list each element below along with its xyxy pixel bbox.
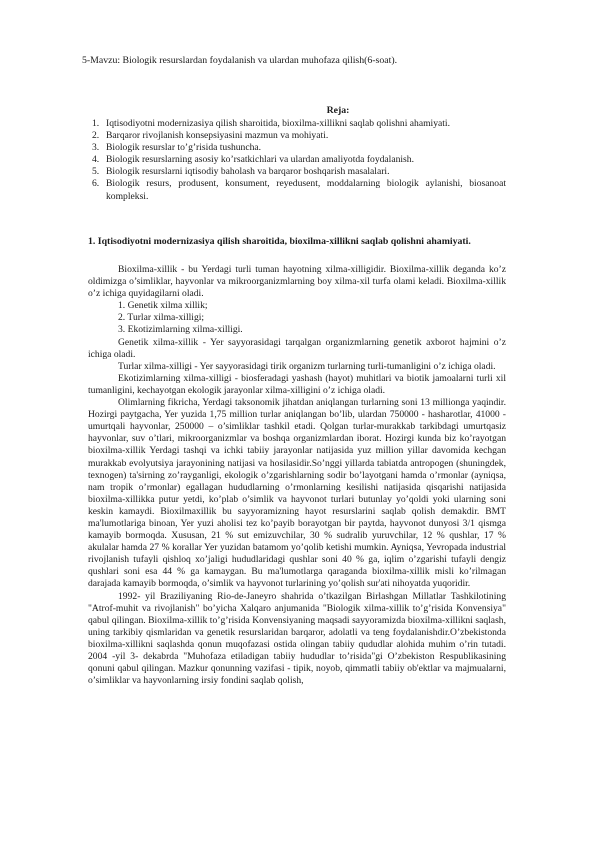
plan-item-number: 3. xyxy=(92,142,100,154)
plan-list xyxy=(92,118,506,203)
plan-item xyxy=(92,118,506,130)
topic-title: 5-Mavzu: Biologik resurslardan foydalanish va ulardan muhofaza qilish(6-soat). xyxy=(82,55,398,66)
list-item: 3. Ekotizimlarning xilma-xilligi. xyxy=(118,324,243,336)
list-item: 1. Genetik xilma xillik; xyxy=(118,300,208,312)
plan-item-text: Iqtisodiyotni modernizasiya qilish sharoitida, bioxilma-xillikni saqlab qolishni ahamiyati. xyxy=(106,118,450,129)
plan-item-number: 1. xyxy=(92,118,100,129)
paragraph: Olimlarning fikricha, Yerdagi taksonomik jihatdan aniqlangan turlarning soni 13 millionga yaqindir. Hozirgi paytgacha, Yer yuzida 1,75 million turlar aniqlangan bo’lib, ulardan 750000 - hasharotlar, 41000 - umurtqali hayvonlar, 250000 – o’simliklar tashkil etadi. Qolgan turlar-murakkab tarkibdagi umurtqasiz hayvonlar, suv o’tlari, mikroorganizmlar va boshqa organizmlardan iborat. Hozirgi kunda biz ko’rayotgan bioxilma-xillik Yerdagi tashqi va ichki tabiiy jarayonlar natijasida yuz million yillar davomida kechgan murakkab evolyutsiya jarayonining natijasi va hosilasidir.So’nggi yillarda tabiatda antropogen (shuningdek, texnogen) ta'sirning zo’rayganligi, ekologik o’zgarishlarning sodir bo’layotgani hamda o’rmonlar (ayniqsa, nam tropik o’rmonlar) egallagan hududlarning o’rmonlarning kesilishi natijasida qisqarishi natijasida bioxilma-xillikka putur yetdi, ko’plab o’simlik va hayvonot turlari butunlay yo’qoldi yoki ularning soni keskin kamaydi. Bioxilmaxillik bu sayyoramizning hayot resurslarini saqlab qolish demakdir. BMT ma'lumotlariga binoan, Yer yuzi aholisi tez ko’payib borayotgan bir paytda, hayvonot dunyosi 3/1 qismga kamayib bormoqda. Xususan, 21 % sut emizuvchilar, 30 % sudralib yuruvchilar, 12 % qushlar, 17 % akulalar hamda 27 % korallar Yer yuzidan batamom yo’qolib ketishi mumkin. Ayniqsa, Yevropada industrial rivojlanish tufayli qishloq xo’jaligi hududlaridagi qushlar soni 40 % ga, iqlim o’zgarishi tufayli dengiz qushlari soni esa 44 % ga kamaygan. Bu ma'lumotlarga qaraganda bioxilma-xillik misli ko’rilmagan darajada kamayib bormoqda, o’simlik va hayvonot turlarining yo’qolish sur'ati nihoyatda yuqoridir. xyxy=(88,397,506,590)
body-text xyxy=(88,264,506,687)
plan-item-text: Barqaror rivojlanish konsepsiyasini mazmun va mohiyati. xyxy=(106,130,329,142)
plan-item xyxy=(92,166,506,178)
paragraph: Turlar xilma-xilligi - Yer sayyorasidagi tirik organizm turlarning turli-tumanligini o’z ichiga oladi. xyxy=(118,360,496,372)
plan-item-text: Biologik resurslar to’g’risida tushuncha. xyxy=(106,142,262,154)
plan-item xyxy=(92,178,506,202)
paragraph: Ekotizimlarning xilma-xilligi - biosferadagi yashash (hayot) muhitlari va biotik jamoalarni turli xil tumanligini, kechayotgan ekologik jarayonlar xilma-xilligini o’z ichiga oladi. xyxy=(88,372,506,396)
paragraph: 1992- yil Braziliyaning Rio-de-Janeyro shahrida o’tkazilgan Birlashgan Millatlar Tashkilotining "Atrof-muhit va rivojlanish" bo’yicha Xalqaro anjumanida "Biologik xilma-xillik to’g’risida Konvensiya" qabul qilingan. Bioxilma-xillik to’g’risida Konvensiyaning maqsadi sayyoramizda bioxilma-xillikni saqlash, uning tarkibiy qismlaridan va genetik resurslaridan barqaror, adolatli va teng foydalanishdir.O’zbekistonda bioxilma-xillikni saqlashda qonun muqofazasi ostida olingan tabiiy qududlar alohida muhim o’rin tutadi. 2004 -yil 3- dekabrda "Muhofaza etiladigan tabiiy hududlar to’risida"gi O’zbekiston Respublikasining qonuni qabul qilingan. Mazkur qonunning vazifasi - tipik, noyob, qimmatli tabiiy ob'ektlar va majmualarni, o’simliklar va hayvonlarning irsiy fondini saqlab qolish, xyxy=(88,590,506,687)
paragraph: Genetik xilma-xillik - Yer sayyorasidagi tarqalgan organizmlarning genetik axborot hajmini o’z ichiga oladi. xyxy=(88,336,506,360)
plan-item-number: 6. xyxy=(92,178,100,190)
paragraph: Bioxilma-xillik - bu Yerdagi turli tuman hayotning xilma-xilligidir. Bioxilma-xillik deganda ko’z oldimizga o’simliklar, hayvonlar va mikroorganizmlarning boy xilma-xil turfa olami keladi. Bioxilma-xillik o’z ichiga quyidagilarni oladi. xyxy=(88,264,506,300)
plan-item-text: Biologik resurslarning asosiy ko’rsatkichlari va ulardan amaliyotda foydalanish. xyxy=(106,154,414,166)
section-heading: 1. Iqtisodiyotni modernizasiya qilish sharoitida, bioxilma-xillikni saqlab qolishni ahamiyati. xyxy=(88,236,471,247)
plan-item-number: 2. xyxy=(92,130,100,142)
plan-item-text: Biologik resurslarni iqtisodiy baholash va barqaror boshqarish masalalari. xyxy=(106,166,390,178)
list-item: 2. Turlar xilma-xilligi; xyxy=(118,312,205,324)
plan-item-text: Biologik resurs, produsent, konsument, reyedusent, moddalarning biologik aylanishi, biosanoat kompleksi. xyxy=(106,178,506,202)
plan-item-number: 5. xyxy=(92,166,100,178)
plan-title: Reja: xyxy=(326,105,350,116)
plan-item-number: 4. xyxy=(92,154,100,166)
plan-item xyxy=(92,130,506,142)
plan-item xyxy=(92,142,506,154)
plan-item xyxy=(92,154,506,166)
